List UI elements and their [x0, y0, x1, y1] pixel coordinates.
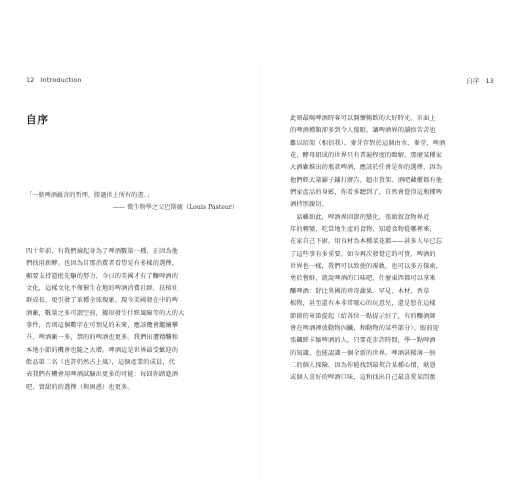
- right-page-number: 13: [485, 77, 494, 85]
- right-running-head-title: 自序: [466, 77, 480, 85]
- body-line: 了這些事有多重要。如今再次發覺它的可貴，啤酒的: [290, 250, 436, 258]
- body-line: 酒廠，數量之多可謂空前，據形發生什經風險等的大的大: [26, 309, 185, 317]
- epigraph-quote: 「一瓶啤酒蘊含的哲理，勝過世上所有的書。」: [26, 192, 153, 199]
- right-running-head: [466, 76, 494, 85]
- body-line: 們找用新酵。也因為自那消費者看望是有多樣的選擇，: [26, 260, 179, 268]
- body-line: 四十年前，有我們撿起身為了啤酒數量一種，正因為他: [26, 248, 179, 255]
- body-line: 或個人喜好的啤酒口味，這和找出自己最喜愛某問奮: [290, 374, 436, 382]
- body-line: 釀啤酒：舒比異國的珍奇蔬果、罕見、木材、香草: [290, 287, 430, 295]
- body-line: 文化，這樣文化不僅催生在地的啤酒消費社群，扶植社: [26, 285, 179, 293]
- body-line: 升。啤酒廠一多，禁的的啤酒也更多。我們出遭精釀和: [26, 334, 179, 342]
- body-line: 難以招架（相信我）。麥芽存對於這個由水、麥芽、啤酒: [290, 139, 446, 147]
- body-line: 酒持別親切。: [290, 201, 329, 209]
- left-page-number: 12: [26, 76, 35, 84]
- body-line: 他們經大量鋪子鋪打廣告，超市貨架、酒吧藏櫃都有他: [290, 176, 443, 184]
- left-running-head: [26, 76, 82, 84]
- chapter-title: 自序: [26, 114, 49, 126]
- body-line: 話雖如此，啤酒界回節的變化、張頭叙食物界近: [290, 213, 430, 221]
- body-line: 張飆經卡縮啤酒的人，只要花步許時間，學一點啤酒: [290, 337, 436, 345]
- body-line: 勇於嘗鮮，就說啤酒的口味吧，什麼東西都可以拿來: [290, 275, 436, 283]
- left-body-text: [26, 246, 238, 394]
- body-line: 們家產品的身影，你看多聽到了，自然會覺得這瓶種啤: [290, 189, 443, 197]
- epigraph: [26, 190, 238, 214]
- body-line: 事件，否則這個數字在可預見的未來，應該攬會繼續攀: [26, 322, 179, 330]
- body-line: 飲品第二名（也許仍然占上風），這個產業的成員，代: [26, 359, 175, 367]
- left-running-head-title: Introduction: [40, 76, 82, 84]
- body-line: 年的轉變，吃當地生產的食物、知道食物從哪裡來，: [290, 226, 436, 234]
- body-line: 在家自己下廚，用良材為本種菜花都——甚多人早已忘: [290, 238, 443, 246]
- body-line: 二的個人探險，因為你能找到最契合某種心情，耿憑: [290, 361, 436, 369]
- body-line: 本地小節的機會也隨之大增。啤酒這是世界最受歡迎的: [26, 346, 179, 354]
- body-line: 此刻最喝啤酒時客可以開懷暢飲的大好時光。市面上: [290, 115, 436, 122]
- body-line: 會在啤酒裡放動物內臟，和動物的某些部分）。眼前迎: [290, 324, 439, 332]
- body-line: 表我們有機會用啤酒試驗出更多的可能：每回你踏進酒: [26, 371, 179, 379]
- body-line: 群成長，更引發了革種全球現象。現今美國發在中的啤: [26, 297, 179, 305]
- body-line: 顯要支持還批先驅的努力，今日的美國才有了釀啤酒的: [26, 272, 179, 280]
- right-page: [260, 0, 520, 500]
- body-line: 世界也一樣，我們可以致使的視軌，也可以多方探索，: [290, 263, 443, 271]
- body-line: 大酒廠推出的瓶款啤酒，應該於任會是你的選擇，因為: [290, 164, 443, 172]
- body-line: 花、酵母組成的世界只有普遍程度的瞭解，那麼某種家: [290, 152, 443, 160]
- body-line: 的啤酒種類卻多到令人傻眼，讓啤酒界的讀捨苦苦也: [290, 127, 436, 135]
- body-line: 的知識，也能認識一個全新的世界。啤酒甚稀薄一無: [290, 349, 436, 357]
- body-line: 植物，甚至還有本非常噁心的玩意兒，還是悠在這樣: [290, 300, 436, 308]
- body-line: 節節的章節提起（給各位一點提示好了，有的釀酒師: [290, 312, 436, 320]
- right-body-text: [290, 113, 502, 385]
- epigraph-attribution: —— 微生物學之父巴斯德（Louis Pasteur）: [112, 204, 238, 211]
- body-line: 吧、賣甜的的選擇（與困惑）也更多。: [26, 383, 134, 391]
